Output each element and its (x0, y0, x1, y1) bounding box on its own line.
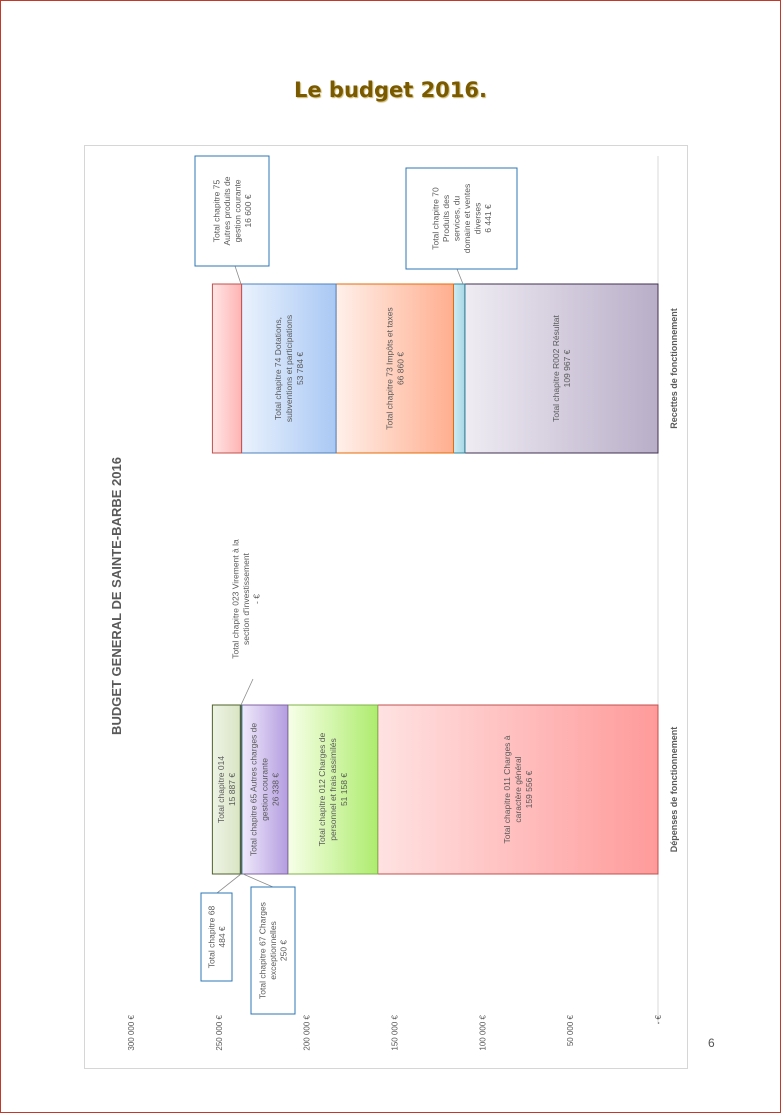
segment-label-line: gestion courante (259, 758, 270, 821)
y-tick-label: 150 000 € (390, 1015, 400, 1051)
y-tick-label: 250 000 € (214, 1015, 224, 1051)
segment-label-line: 66 860 € (395, 351, 406, 386)
segment-label-line: Total chapitre 014 (215, 755, 226, 824)
callout-label-line: gestion courante (232, 179, 243, 243)
callout-label-line: 250 € (278, 939, 289, 962)
y-tick-label: - € (654, 1015, 663, 1025)
callout-label-line: Produits des (440, 194, 451, 243)
callout-label-line: domaine et ventes (461, 183, 472, 254)
budget-chart (85, 146, 687, 1068)
callout-label-line: exceptionnelles (268, 921, 278, 980)
segment-label-line: 53 784 € (294, 351, 305, 386)
segment-label-line: 109 967 € (561, 349, 572, 388)
callout-label-line: diverses (472, 202, 483, 235)
page-title: Le budget 2016. (294, 78, 487, 102)
y-tick-label: 100 000 € (478, 1015, 488, 1051)
chart-frame (84, 145, 688, 1069)
y-tick-label: 200 000 € (302, 1015, 312, 1051)
segment-label-line: Total chapitre 65 Autres charges de (248, 722, 259, 857)
callout-label-chapitre-023 (231, 539, 262, 659)
segment-label-line: personnel et frais assimilés (327, 738, 338, 841)
callout-leader-chapitre-70 (457, 269, 463, 284)
segment-label-line: 159 556 € (523, 770, 534, 809)
y-tick-label: 50 000 € (566, 1015, 576, 1047)
bar-segment-chapitre-70 (454, 284, 465, 453)
y-tick-label: 300 000 € (127, 1015, 136, 1051)
bar-segment-chapitre-75 (212, 284, 241, 453)
segment-label-line: Total chapitre 012 Charges de (316, 732, 327, 847)
callout-label-line: - € (251, 594, 262, 604)
segment-label-line: Total chapitre 011 Charges à (501, 735, 512, 844)
category-label: Dépenses de fonctionnement (669, 726, 679, 853)
callout-label-line: section d'investissement (241, 553, 251, 645)
segment-label-line: Total chapitre R002 Résultat (550, 315, 561, 422)
callout-leader-chapitre-023 (241, 679, 253, 705)
callout-label-line: Total chapitre 70 (430, 187, 441, 250)
segment-label-line: 51 158 € (338, 772, 349, 807)
callout-label-line: Total chapitre 75 (211, 179, 222, 243)
callout-label-line: Total chapitre 023 Virement à la (230, 539, 241, 659)
segment-label-line: subventions et participations (283, 314, 294, 423)
callout-label-line: 16 600 € (242, 194, 253, 228)
callout-label-line: Total chapitre 67 Charges (257, 902, 268, 999)
callout-leader-chapitre-67 (243, 874, 273, 887)
callout-label-line: Total chapitre 68 (206, 905, 217, 969)
segment-label-line: 26 338 € (270, 772, 281, 807)
chart-title: BUDGET GENERAL DE SAINTE-BARBE 2016 (109, 457, 124, 735)
segment-label-line: Total chapitre 74 Dotations, (272, 316, 283, 421)
segment-label-line: 15 887 € (226, 772, 237, 807)
page-number: 6 (708, 1036, 715, 1050)
segment-label-line: Total chapitre 73 Impôts et taxes (384, 307, 395, 430)
segment-label-line: caractère général (512, 756, 523, 823)
callout-label-line: services, du (451, 195, 462, 242)
callout-label-line: 484 € (216, 926, 227, 948)
callout-label-line: 6 441 € (482, 204, 493, 233)
callout-label-line: Autres produits de (221, 176, 232, 246)
callout-leader-chapitre-68 (217, 874, 241, 893)
callout-leader-chapitre-75 (235, 266, 241, 284)
category-label: Recettes de fonctionnement (669, 308, 679, 429)
